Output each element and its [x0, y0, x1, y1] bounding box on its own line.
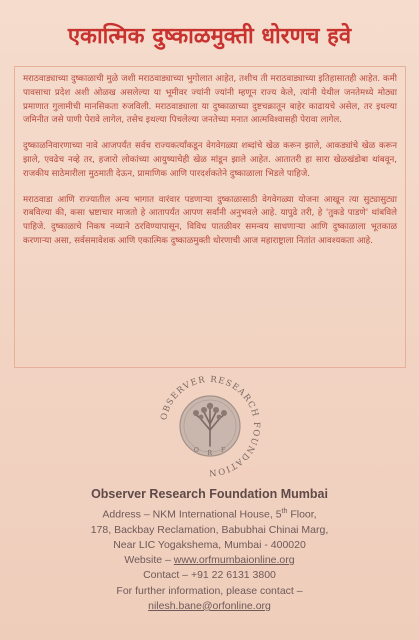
- paragraph-3: मराठवाडा आणि राज्यातील अन्य भागात वारंवार पडणाऱ्या दुष्काळासाठी वेगवेगळ्या योजना आखून त्या सुट्यासुट्या राबविल्या की, कसा भ्रष्टाचार माजतो हे आतापर्यंत आपण सर्वांनी अनुभवले आहे. यापुढे तरी, हे 'तुकडे पाडणे' थांबविले पाहिजे. दुष्काळाचे निकष नव्याने ठरविण्यापासून, विविध पातळीवर समन्वय साधणाऱ्या आणि दुष्काळाला भूतकाळ करणाऱ्या असा, सर्वसमावेशक आणि एकात्मिक दुष्काळमुक्ती धोरणाची आज महाराष्ट्राला नितांत आवश्यकता आहे.: [23, 194, 397, 246]
- address-line-2: 178, Backbay Reclamation, Babubhai Chinai Marg,: [90, 523, 329, 536]
- address-line-3: Near LIC Yogakshema, Mumbai - 400020: [113, 538, 306, 551]
- tree-seal-icon: [152, 372, 268, 480]
- website-link[interactable]: www.orfmumbaionline.org: [173, 554, 295, 567]
- page-title: एकात्मिक दुष्काळमुक्ती धोरणच हवे: [67, 24, 352, 49]
- logo-letter-r: R: [207, 450, 213, 457]
- article-box: [14, 66, 406, 368]
- orf-logo: [152, 372, 268, 480]
- paragraph-1: मराठवाड्याच्या दुष्काळाची मुळे जशी मराठवाड्याच्या भुगोलात आहेत, तशीच ती मराठवाड्याच्या इतिहासातही आहेत. कमी पावसाचा प्रदेश अशी ओळख असलेल्या या भूमीवर ज्यांनी ज्यांनी म्हणून राज्य केले, त्यांनी येथील जनतेमध्ये मोठ्या प्रमाणात गुलामीची मानसिकता रुजविली. मराठवाड्याला या दुष्काळाच्या दुष्टचक्रातून बाहेर काढायचे असेल, तर इथल्या जमिनीत जसे पाणी पेरावे लागेल, तसेच इथल्या पिचलेल्या जनतेच्या मनात आत्मविश्वासही पेरावा लागेल.: [23, 74, 397, 126]
- address-line-1: Address – NKM International House, 5th Floor,: [102, 508, 317, 521]
- ordinal-suffix: th: [281, 508, 288, 515]
- info-line: For further information, please contact –: [116, 584, 303, 597]
- paragraph-2: दुष्काळनिवारणाच्या नावे आजपर्यंत सर्वच राज्यकर्त्यांकडून वेगवेगळ्या शब्दांचे खेळ करून झाले, आकड्यांचे खेळ करून झाले, एवढेच नव्हे तर, हजारो लोकांच्या आयुष्याचेही खेळ मांडून झाले आहेत. आतातरी हा सारा खेळखंडोबा थांबवून, राजकीय साठेमारीला मुठमाती देऊन, प्रामाणिक आणि पारदर्शकतेने दुष्काळाला भिडले पाहिजे.: [23, 141, 397, 179]
- phone-line: Contact – +91 22 6131 3800: [143, 569, 276, 582]
- logo-letter-f: F: [221, 447, 226, 454]
- logo-letter-o: O: [194, 447, 199, 454]
- email-line: [0, 599, 419, 614]
- logo-ring-text: OBSERVER RESEARCH FOUNDATION: [159, 374, 262, 478]
- website-label: Website –: [124, 554, 174, 567]
- website-line: [0, 553, 419, 568]
- contact-block: [0, 487, 419, 614]
- email-link[interactable]: nilesh.bane@orfonline.org: [148, 599, 271, 612]
- org-name: Observer Research Foundation Mumbai: [91, 487, 328, 501]
